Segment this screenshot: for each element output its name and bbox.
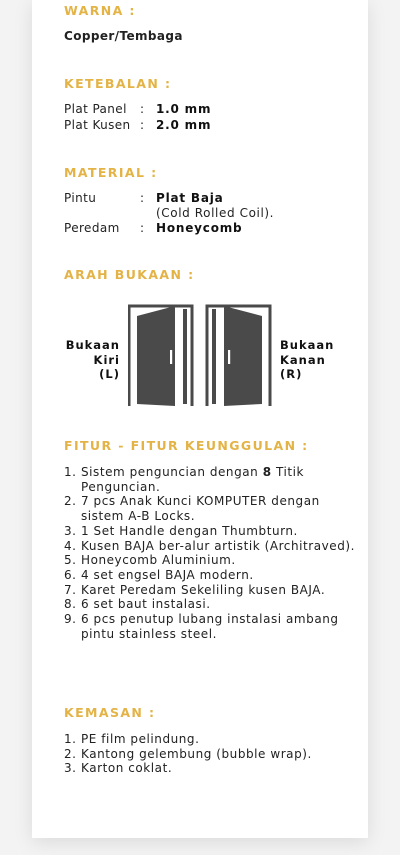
list-item: 9. 6 pcs penutup lubang instalasi ambang pintu stainless steel.: [64, 612, 339, 641]
colon: :: [140, 191, 145, 205]
kemasan-title: KEMASAN :: [64, 705, 156, 720]
list-item: 2. Kantong gelembung (bubble wrap).: [64, 746, 312, 761]
material-title: MATERIAL :: [64, 165, 158, 180]
arah-title: ARAH BUKAAN :: [64, 267, 195, 282]
peredam-value: Honeycomb: [156, 221, 243, 235]
list-item: 1. Sistem penguncian dengan 8 Titik Penguncian.: [64, 465, 304, 494]
door-right-icon: [207, 306, 270, 406]
pintu-sub: (Cold Rolled Coil).: [156, 206, 275, 220]
list-item: 3. Karton coklat.: [64, 761, 173, 776]
door-left-icon: [129, 306, 192, 406]
door-diagram: [128, 304, 274, 408]
bukaan-kanan-line2: Kanan: [280, 352, 326, 367]
pintu-label: Pintu: [64, 191, 97, 205]
list-item: 7. Karet Peredam Sekeliling kusen BAJA.: [64, 582, 326, 597]
bukaan-kiri-line3: (L): [99, 367, 120, 381]
fitur-title: FITUR - FITUR KEUNGGULAN :: [64, 438, 309, 453]
bukaan-kiri-line1: Bukaan: [65, 338, 120, 352]
colon: :: [140, 102, 145, 116]
colon: :: [140, 221, 145, 235]
list-item: 4. Kusen BAJA ber-alur artistik (Architraved).: [64, 538, 355, 553]
list-item: 1. PE film pelindung.: [64, 732, 200, 746]
bukaan-kiri-label: [60, 338, 120, 382]
bukaan-kanan-label: [280, 338, 350, 382]
pintu-value: Plat Baja: [156, 191, 224, 205]
kemasan-list: [64, 732, 364, 776]
peredam-label: Peredam: [64, 221, 120, 235]
plat-kusen-value: 2.0 mm: [156, 118, 212, 132]
warna-title: WARNA :: [64, 3, 136, 18]
ketebalan-title: KETEBALAN :: [64, 76, 172, 91]
plat-panel-label: Plat Panel: [64, 102, 127, 116]
spec-card: [32, 0, 368, 838]
list-item: 2. 7 pcs Anak Kunci KOMPUTER dengan sistem A-B Locks.: [64, 494, 320, 524]
list-item: 8. 6 set baut instalasi.: [64, 597, 211, 612]
list-item: 5. Honeycomb Aluminium.: [64, 553, 236, 568]
plat-panel-value: 1.0 mm: [156, 102, 212, 116]
colon: :: [140, 118, 145, 132]
bukaan-kiri-line2: Kiri: [93, 352, 120, 367]
bukaan-kanan-line3: (R): [280, 367, 303, 381]
warna-value: Copper/Tembaga: [64, 29, 183, 43]
list-item: 6. 4 set engsel BAJA modern.: [64, 567, 254, 582]
plat-kusen-label: Plat Kusen: [64, 118, 131, 132]
list-item: 3. 1 Set Handle dengan Thumbturn.: [64, 523, 298, 538]
fitur-list: [64, 465, 364, 641]
bukaan-kanan-line1: Bukaan: [280, 338, 335, 352]
